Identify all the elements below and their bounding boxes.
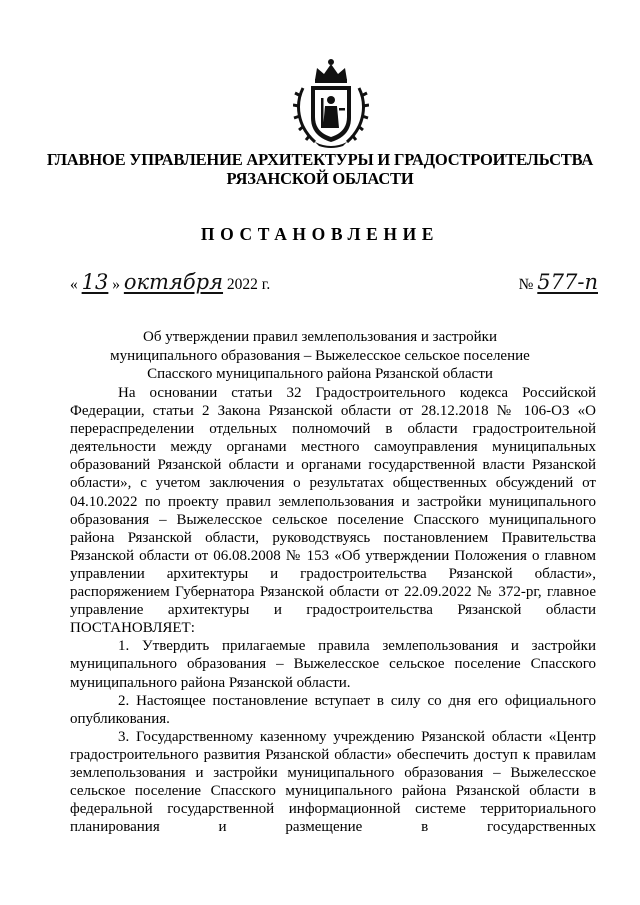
document-subject (0, 328, 640, 384)
date-month: октября (123, 270, 224, 294)
document-number (519, 270, 598, 294)
preamble-paragraph: На основании статьи 32 Градостроительного кодекса Российской Федерации, статьи 2 Закона Рязанской области от 28.12.2018 № 106-ОЗ «О перераспределении отдельных полномочий в области градостроительной деятельности между органами местного самоуправления муниципальных образований Рязанской области и органами государственной власти Рязанской области», с учетом заключения о результатах общественных обсуждений от 04.10.2022 по проекту правил землепользования и застройки муниципального образования – Выжелесское сельское поселение Спасского муниципального района Рязанской области, руководствуясь постановлением Правительства Рязанской области от 06.08.2008 № 153 «Об утверждении Положения о главном управлении архитектуры и градостроительства Рязанской области», распоряжением Губернатора Рязанской области от 22.09.2022 № 372-рг, главное управление архитектуры и градостроительства Рязанской области ПОСТАНОВЛЯЕТ: (70, 385, 596, 637)
issuing-authority-line2: РЯЗАНСКОЙ ОБЛАСТИ (226, 169, 414, 188)
numbered-item-2: 2. Настоящее постановление вступает в силу со дня его официального опубликования. (70, 692, 596, 727)
date-day: 13 (81, 270, 109, 294)
number-prefix: № (518, 276, 534, 293)
subject-line3: Спасского муниципального района Рязанской области (147, 366, 493, 382)
date-open-quote: « (70, 276, 78, 293)
date-close-quote: » (112, 276, 120, 293)
subject-line1: Об утверждении правил землепользования и застройки (143, 329, 497, 345)
issuing-authority-line1: ГЛАВНОЕ УПРАВЛЕНИЕ АРХИТЕКТУРЫ И ГРАДОСТРОИТЕЛЬСТВА (46, 150, 594, 169)
subject-line2: муниципального образования – Выжелесское сельское поселение (110, 347, 530, 364)
coat-of-arms-icon (293, 58, 369, 150)
number-value: 577-п (537, 270, 598, 294)
document-type-title: ПОСТАНОВЛЕНИЕ (200, 224, 440, 244)
document-date (70, 270, 270, 294)
numbered-item-3: 3. Государственному казенному учреждению Рязанской области «Центр градостроительного развития Рязанской области» обеспечить доступ к правилам землепользования и застройки муниципального образования – Выжелесское сельское поселение Спасского муниципального района Рязанской области в федеральной государственной информационной системе территориального планирования и размещение в государственных (70, 728, 596, 836)
document-body (70, 384, 596, 836)
date-year: 2022 г. (226, 276, 271, 293)
numbered-item-1: 1. Утвердить прилагаемые правила землепользования и застройки муниципального образования – Выжелесское сельское поселение Спасского муниципального района Рязанской области. (70, 638, 596, 691)
